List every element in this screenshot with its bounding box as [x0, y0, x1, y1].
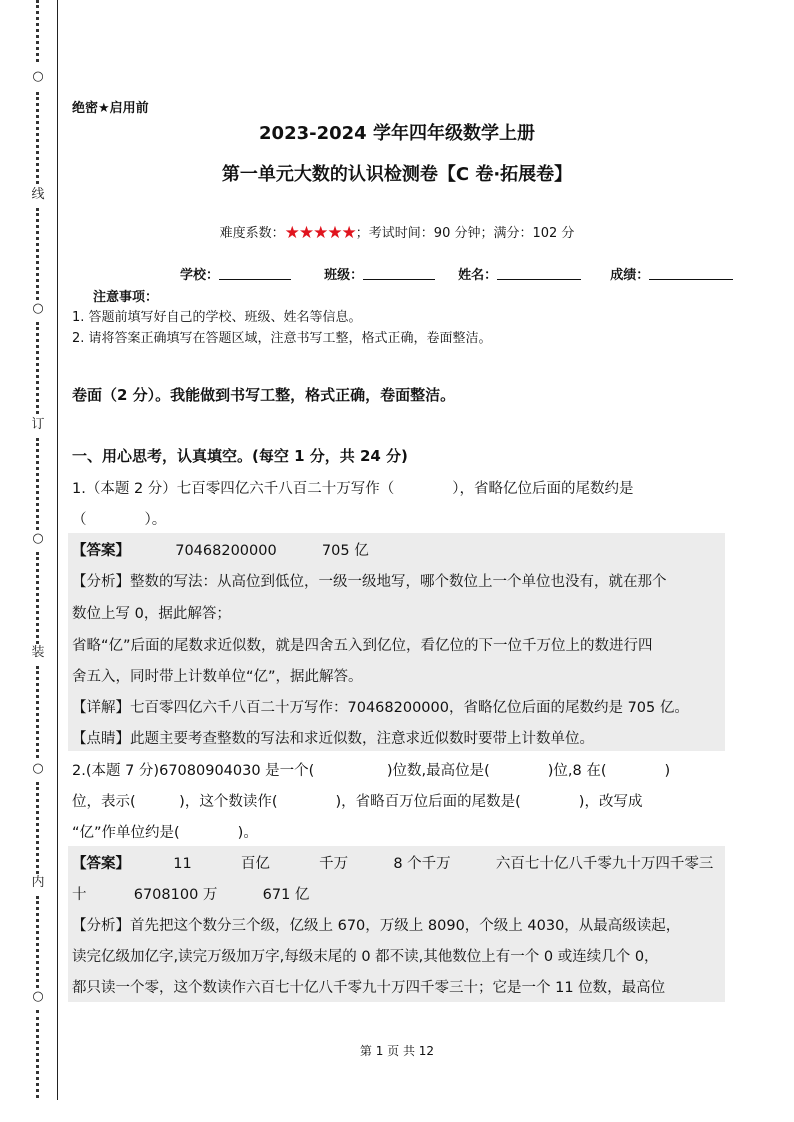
- margin-char-xian: 线: [31, 187, 45, 202]
- class-label: 班级：: [324, 268, 364, 283]
- q1-analysis-line: 【分析】整数的写法：从高位到低位，一级一级地写，哪个数位上一个单位也没有，就在那个: [72, 574, 667, 590]
- q1-analysis-line: 数位上写 0，据此解答；: [72, 606, 231, 622]
- score-label: 成绩：: [610, 268, 650, 283]
- margin-char-ding: 订: [31, 417, 45, 432]
- answer-value: 十: [72, 887, 87, 903]
- margin-dotted-line: [36, 552, 43, 644]
- school-blank[interactable]: [219, 267, 291, 280]
- exam-info: ；考试时间：90 分钟；满分：102 分: [355, 226, 575, 241]
- page-subtitle: 第一单元大数的认识检测卷【C 卷·拓展卷】: [221, 164, 573, 185]
- answer-label: 【答案】: [72, 543, 130, 559]
- notes-title: 注意事项：: [93, 290, 159, 305]
- answer-value: 六百七十亿八千零九十万四千零三: [495, 856, 714, 872]
- answer-value: 千万: [319, 856, 349, 872]
- margin-char-nei: 内: [31, 875, 45, 890]
- q2-answer-line: [72, 852, 713, 873]
- name-blank[interactable]: [497, 267, 581, 280]
- answer-value: 11: [173, 856, 192, 872]
- margin-circle: ○: [32, 989, 44, 1004]
- name-label: 姓名：: [458, 268, 498, 283]
- answer-value: 70468200000: [175, 543, 277, 559]
- class-blank[interactable]: [363, 267, 435, 280]
- difficulty-stars: ★★★★★: [284, 223, 356, 243]
- margin-circle: ○: [32, 69, 44, 84]
- answer-value: 百亿: [240, 856, 270, 872]
- score-blank[interactable]: [649, 267, 733, 280]
- page-title: 2023-2024 学年四年级数学上册: [259, 123, 535, 144]
- exam-meta: [0, 222, 794, 243]
- school-label: 学校：: [180, 268, 220, 283]
- answer-value: 671 亿: [262, 887, 310, 903]
- student-info-fields: [180, 264, 733, 283]
- q1-tip-line: 【点睛】此题主要考查整数的写法和求近似数，注意求近似数时要带上计数单位。: [72, 731, 594, 747]
- q2-analysis-line: 读完亿级加亿字,读完万级加万字,每级末尾的 0 都不读,其他数位上有一个 0 或连续几个 0，: [72, 949, 659, 965]
- margin-circle: ○: [32, 761, 44, 776]
- answer-value: 8 个千万: [393, 856, 451, 872]
- section-heading: 一、用心思考，认真填空。(每空 1 分，共 24 分): [72, 447, 408, 465]
- question-1-line: （ ）。: [72, 512, 167, 528]
- margin-dotted-line: [36, 896, 43, 988]
- q2-analysis-line: 【分析】首先把这个数分三个级，亿级上 670，万级上 8090，个级上 4030，从最高级读起，: [72, 918, 681, 934]
- secret-label: 绝密★启用前: [72, 101, 149, 116]
- difficulty-label: 难度系数：: [219, 226, 285, 241]
- answer-label: 【答案】: [72, 856, 130, 872]
- margin-dotted-line: [36, 322, 43, 414]
- q1-answer: [72, 539, 369, 560]
- question-2-line: 2.(本题 7 分)67080904030 是一个( )位数,最高位是( )位,8 在( ): [72, 763, 671, 779]
- answer-value: 6708100 万: [133, 887, 218, 903]
- question-1-line: 1.（本题 2 分）七百零四亿六千八百二十万写作（ ），省略亿位后面的尾数约是: [72, 481, 634, 497]
- question-2-line: “亿”作单位约是( )。: [72, 825, 258, 841]
- margin-dotted-line: [36, 438, 43, 530]
- q1-detail-line: 【详解】七百零四亿六千八百二十万写作：70468200000，省略亿位后面的尾数约是 705 亿。: [72, 700, 689, 716]
- question-2-line: 位，表示( )，这个数读作( )，省略百万位后面的尾数是( )，改写成: [72, 794, 643, 810]
- page-footer: 第 1 页 共 12: [359, 1044, 435, 1058]
- margin-circle: ○: [32, 531, 44, 546]
- note-item: 2. 请将答案正确填写在答题区域，注意书写工整，格式正确，卷面整洁。: [72, 331, 492, 346]
- margin-dotted-line: [36, 782, 43, 874]
- q2-answer-line: [72, 883, 309, 904]
- note-item: 1. 答题前填写好自己的学校、班级、姓名等信息。: [72, 310, 362, 325]
- margin-char-zhuang: 装: [31, 645, 45, 660]
- q1-analysis-line: 省略“亿”后面的尾数求近似数，就是四舍五入到亿位，看亿位的下一位千万位上的数进行四: [72, 638, 653, 654]
- answer-value: 705 亿: [321, 543, 369, 559]
- margin-dotted-line: [36, 0, 43, 62]
- q1-analysis-line: 舍五入，同时带上计数单位“亿”，据此解答。: [72, 669, 363, 685]
- margin-dotted-line: [36, 666, 43, 758]
- q2-analysis-line: 都只读一个零，这个数读作六百七十亿八千零九十万四千零三十；它是一个 11 位数，最高位: [72, 980, 666, 996]
- neatness-statement: 卷面（2 分）。我能做到书写工整，格式正确，卷面整洁。: [72, 386, 456, 404]
- margin-circle: ○: [32, 301, 44, 316]
